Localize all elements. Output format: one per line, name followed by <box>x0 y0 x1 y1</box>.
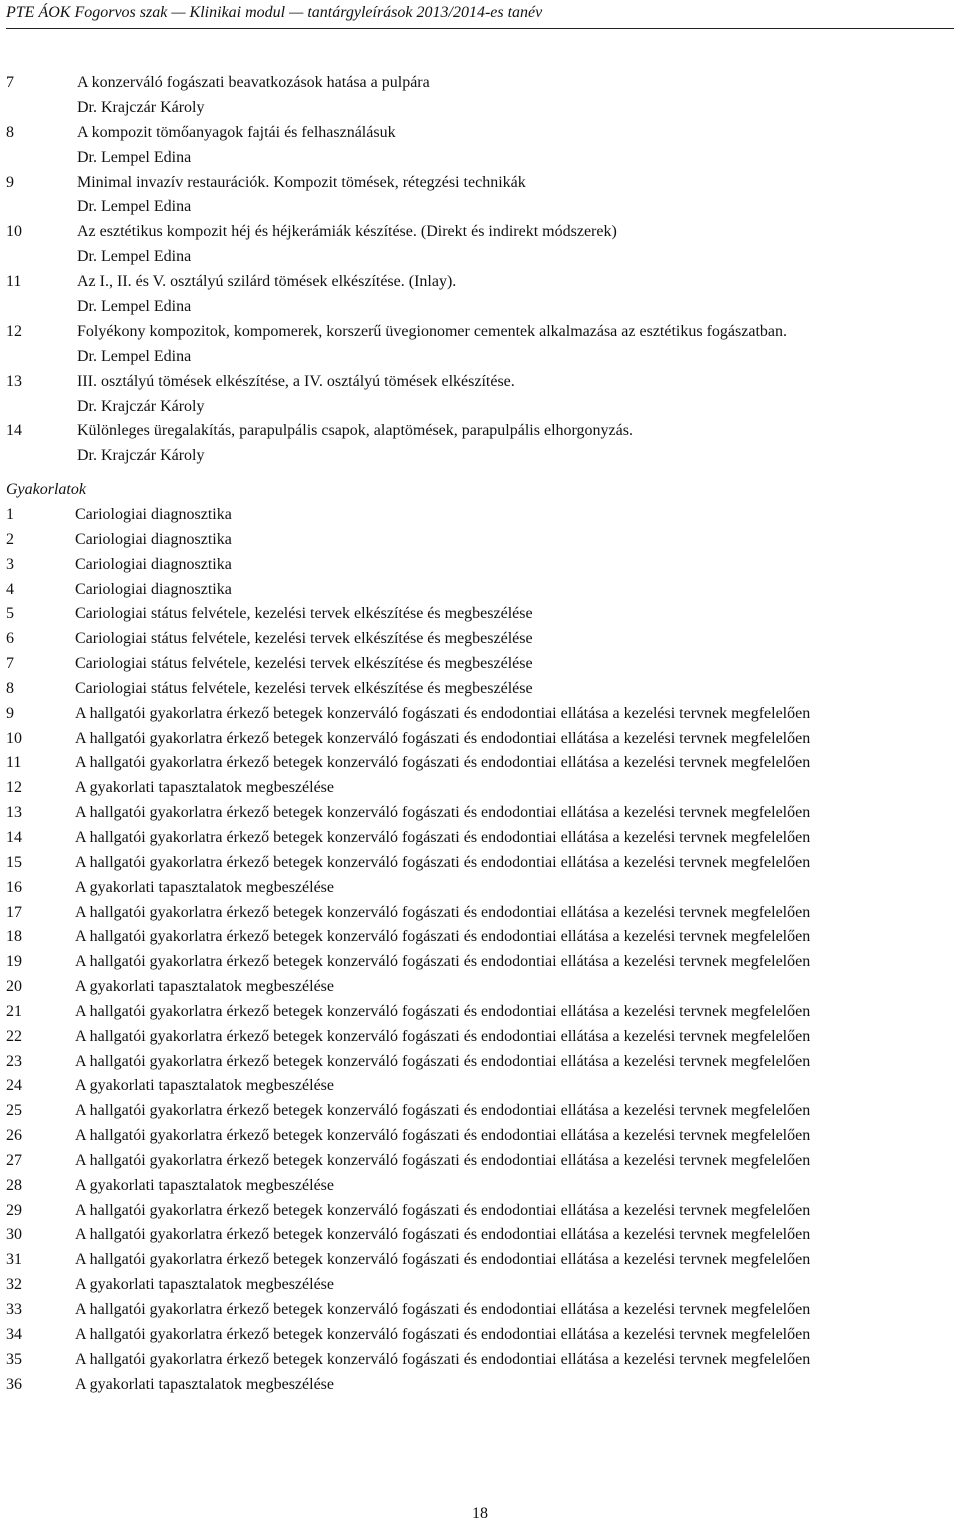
lecture-number: 11 <box>6 273 22 291</box>
lecture-lecturer-row <box>0 245 960 270</box>
practical-row <box>0 553 960 578</box>
practical-text: Cariologiai státus felvétele, kezelési tervek elkészítése és megbeszélése <box>75 679 533 697</box>
lecture-topic-row <box>0 320 960 345</box>
practical-row <box>0 1223 960 1248</box>
practical-text: A gyakorlati tapasztalatok megbeszélése <box>75 1375 335 1393</box>
practical-number: 3 <box>6 555 14 573</box>
practical-row <box>0 901 960 926</box>
practical-text: Cariologiai diagnosztika <box>75 580 232 598</box>
lecture-topic: Minimal invazív restaurációk. Kompozit tömések, rétegzési technikák <box>77 173 526 191</box>
practical-row <box>0 1124 960 1149</box>
practical-number: 35 <box>6 1350 22 1368</box>
lecture-lecturer: Dr. Krajczár Károly <box>77 397 205 415</box>
practical-number: 8 <box>6 679 14 697</box>
practical-number: 6 <box>6 630 14 648</box>
practical-row <box>0 1174 960 1199</box>
lecture-number: 14 <box>6 422 22 440</box>
practical-row <box>0 801 960 826</box>
practical-row <box>0 1074 960 1099</box>
practical-row <box>0 1323 960 1348</box>
practical-text: A hallgatói gyakorlatra érkező betegek konzerváló fogászati és endodontiai ellátása a kezelési tervnek megfelelően <box>75 1151 811 1169</box>
practical-text: Cariologiai státus felvétele, kezelési tervek elkészítése és megbeszélése <box>75 655 533 673</box>
practical-list <box>0 503 960 1397</box>
lecture-topic: III. osztályú tömések elkészítése, a IV. osztályú tömések elkészítése. <box>77 372 515 390</box>
lecture-topic-row <box>0 270 960 295</box>
practical-number: 22 <box>6 1027 22 1045</box>
lecture-topic-row <box>0 121 960 146</box>
practical-row <box>0 1199 960 1224</box>
practical-number: 20 <box>6 978 22 996</box>
practical-text: A hallgatói gyakorlatra érkező betegek konzerváló fogászati és endodontiai ellátása a kezelési tervnek megfelelően <box>75 1002 811 1020</box>
practical-row <box>0 1025 960 1050</box>
practical-row <box>0 528 960 553</box>
lecture-lecturer: Dr. Lempel Edina <box>77 148 192 166</box>
practical-row <box>0 727 960 752</box>
practical-number: 19 <box>6 953 22 971</box>
practical-number: 5 <box>6 605 14 623</box>
practical-text: A hallgatói gyakorlatra érkező betegek konzerváló fogászati és endodontiai ellátása a kezelési tervnek megfelelően <box>75 953 811 971</box>
section-title-practicals: Gyakorlatok <box>6 481 86 498</box>
lecture-topic: Folyékony kompozitok, kompomerek, korszerű üvegionomer cementek alkalmazása az esztétikus fogászatban. <box>77 322 787 340</box>
page-number: 18 <box>472 1505 488 1522</box>
practical-number: 30 <box>6 1226 22 1244</box>
practical-number: 11 <box>6 754 22 772</box>
lecture-lecturer-row <box>0 345 960 370</box>
practical-row <box>0 925 960 950</box>
practical-text: A hallgatói gyakorlatra érkező betegek konzerváló fogászati és endodontiai ellátása a kezelési tervnek megfelelően <box>75 1201 811 1219</box>
lecture-list <box>0 71 960 469</box>
lecture-lecturer-row <box>0 444 960 469</box>
lecture-number: 9 <box>6 173 14 191</box>
lecture-number: 13 <box>6 372 22 390</box>
lecture-lecturer: Dr. Krajczár Károly <box>77 447 205 465</box>
practical-text: A hallgatói gyakorlatra érkező betegek konzerváló fogászati és endodontiai ellátása a kezelési tervnek megfelelően <box>75 928 811 946</box>
practical-row <box>0 1298 960 1323</box>
practical-row <box>0 876 960 901</box>
lecture-lecturer-row <box>0 96 960 121</box>
practical-text: A hallgatói gyakorlatra érkező betegek konzerváló fogászati és endodontiai ellátása a kezelési tervnek megfelelően <box>75 828 811 846</box>
practical-number: 16 <box>6 878 22 896</box>
practical-row <box>0 1000 960 1025</box>
practical-row <box>0 627 960 652</box>
practical-text: A hallgatói gyakorlatra érkező betegek konzerváló fogászati és endodontiai ellátása a kezelési tervnek megfelelően <box>75 704 811 722</box>
lecture-number: 10 <box>6 223 22 241</box>
practical-number: 25 <box>6 1102 22 1120</box>
lecture-topic: A konzerváló fogászati beavatkozások hatása a pulpára <box>77 74 430 91</box>
practical-text: A gyakorlati tapasztalatok megbeszélése <box>75 978 335 996</box>
practical-text: A gyakorlati tapasztalatok megbeszélése <box>75 779 335 797</box>
lecture-topic-row <box>0 370 960 395</box>
practical-text: Cariologiai diagnosztika <box>75 506 232 523</box>
practical-number: 12 <box>6 779 22 797</box>
practical-number: 4 <box>6 580 14 598</box>
practical-number: 2 <box>6 530 14 548</box>
practical-text: A gyakorlati tapasztalatok megbeszélése <box>75 1077 335 1095</box>
lecture-topic: Az esztétikus kompozit héj és héjkerámiák készítése. (Direkt és indirekt módszerek) <box>77 223 617 241</box>
practical-number: 31 <box>6 1251 22 1269</box>
practical-number: 9 <box>6 704 14 722</box>
lecture-number: 7 <box>6 74 14 91</box>
practical-number: 7 <box>6 655 14 673</box>
practical-row <box>0 751 960 776</box>
lecture-lecturer-row <box>0 146 960 171</box>
practical-text: A hallgatói gyakorlatra érkező betegek konzerváló fogászati és endodontiai ellátása a kezelési tervnek megfelelően <box>75 1350 811 1368</box>
practical-number: 26 <box>6 1127 22 1145</box>
practical-number: 18 <box>6 928 22 946</box>
practical-text: A hallgatói gyakorlatra érkező betegek konzerváló fogászati és endodontiai ellátása a kezelési tervnek megfelelően <box>75 1027 811 1045</box>
practical-text: A hallgatói gyakorlatra érkező betegek konzerváló fogászati és endodontiai ellátása a kezelési tervnek megfelelően <box>75 1301 811 1318</box>
practical-text: A hallgatói gyakorlatra érkező betegek konzerváló fogászati és endodontiai ellátása a kezelési tervnek megfelelően <box>75 729 811 747</box>
practical-text: A hallgatói gyakorlatra érkező betegek konzerváló fogászati és endodontiai ellátása a kezelési tervnek megfelelően <box>75 1325 811 1343</box>
lecture-number: 8 <box>6 123 14 141</box>
practical-text: Cariologiai diagnosztika <box>75 530 232 548</box>
lecture-number: 12 <box>6 322 22 340</box>
practical-number: 21 <box>6 1002 22 1020</box>
practical-row <box>0 1248 960 1273</box>
practical-text: A hallgatói gyakorlatra érkező betegek konzerváló fogászati és endodontiai ellátása a kezelési tervnek megfelelően <box>75 1102 811 1120</box>
practical-text: A gyakorlati tapasztalatok megbeszélése <box>75 878 335 896</box>
practical-row <box>0 776 960 801</box>
lecture-lecturer: Dr. Lempel Edina <box>77 198 192 216</box>
practical-number: 23 <box>6 1052 22 1070</box>
practical-number: 34 <box>6 1325 22 1343</box>
lecture-topic-row <box>0 171 960 196</box>
lecture-lecturer-row <box>0 195 960 220</box>
practical-number: 1 <box>6 506 14 523</box>
lecture-topic: A kompozit tömőanyagok fajtái és felhasználásuk <box>77 123 396 141</box>
practical-row <box>0 578 960 603</box>
practical-number: 27 <box>6 1151 22 1169</box>
practical-text: A hallgatói gyakorlatra érkező betegek konzerváló fogászati és endodontiai ellátása a kezelési tervnek megfelelően <box>75 853 811 871</box>
practical-row <box>0 677 960 702</box>
lecture-topic: Az I., II. és V. osztályú szilárd tömések elkészítése. (Inlay). <box>77 273 457 291</box>
practical-row <box>0 826 960 851</box>
practical-number: 24 <box>6 1077 22 1095</box>
page-header: PTE ÁOK Fogorvos szak — Klinikai modul — tantárgyleírások 2013/2014-es tanév <box>6 2 954 29</box>
practical-row <box>0 1149 960 1174</box>
practical-text: A hallgatói gyakorlatra érkező betegek konzerváló fogászati és endodontiai ellátása a kezelési tervnek megfelelően <box>75 903 811 921</box>
lecture-lecturer: Dr. Lempel Edina <box>77 248 192 266</box>
lecture-topic-row <box>0 419 960 444</box>
lecture-topic: Különleges üregalakítás, parapulpális csapok, alaptömések, parapulpális elhorgonyzás. <box>77 422 633 440</box>
practical-number: 14 <box>6 828 22 846</box>
practical-number: 13 <box>6 804 22 822</box>
practical-row <box>0 851 960 876</box>
practical-text: A hallgatói gyakorlatra érkező betegek konzerváló fogászati és endodontiai ellátása a kezelési tervnek megfelelően <box>75 1127 811 1145</box>
lecture-lecturer-row <box>0 295 960 320</box>
practical-text: A hallgatói gyakorlatra érkező betegek konzerváló fogászati és endodontiai ellátása a kezelési tervnek megfelelően <box>75 1251 811 1269</box>
practical-text: A gyakorlati tapasztalatok megbeszélése <box>75 1176 335 1194</box>
practical-row <box>0 1099 960 1124</box>
practical-number: 29 <box>6 1201 22 1219</box>
practical-number: 33 <box>6 1301 22 1318</box>
practical-text: A hallgatói gyakorlatra érkező betegek konzerváló fogászati és endodontiai ellátása a kezelési tervnek megfelelően <box>75 1052 811 1070</box>
lecture-topic-row <box>0 220 960 245</box>
practical-row <box>0 1373 960 1398</box>
practical-number: 17 <box>6 903 22 921</box>
practical-row <box>0 602 960 627</box>
practical-text: Cariologiai státus felvétele, kezelési tervek elkészítése és megbeszélése <box>75 605 533 623</box>
practical-row <box>0 950 960 975</box>
practical-row <box>0 1348 960 1373</box>
practical-row <box>0 503 960 528</box>
practical-row <box>0 1273 960 1298</box>
lecture-lecturer-row <box>0 395 960 420</box>
practical-text: A gyakorlati tapasztalatok megbeszélése <box>75 1276 335 1294</box>
practical-text: A hallgatói gyakorlatra érkező betegek konzerváló fogászati és endodontiai ellátása a kezelési tervnek megfelelően <box>75 1226 811 1244</box>
practical-row <box>0 975 960 1000</box>
practical-row <box>0 702 960 727</box>
lecture-topic-row <box>0 71 960 96</box>
lecture-lecturer: Dr. Lempel Edina <box>77 298 192 316</box>
practical-number: 32 <box>6 1276 22 1294</box>
practical-text: A hallgatói gyakorlatra érkező betegek konzerváló fogászati és endodontiai ellátása a kezelési tervnek megfelelően <box>75 754 811 772</box>
practical-text: A hallgatói gyakorlatra érkező betegek konzerváló fogászati és endodontiai ellátása a kezelési tervnek megfelelően <box>75 804 811 822</box>
practical-row <box>0 652 960 677</box>
lecture-lecturer: Dr. Krajczár Károly <box>77 98 205 116</box>
practical-number: 36 <box>6 1375 22 1393</box>
lecture-lecturer: Dr. Lempel Edina <box>77 347 192 365</box>
practical-number: 10 <box>6 729 22 747</box>
practical-number: 28 <box>6 1176 22 1194</box>
practical-row <box>0 1050 960 1075</box>
practical-number: 15 <box>6 853 22 871</box>
practical-text: Cariologiai státus felvétele, kezelési tervek elkészítése és megbeszélése <box>75 630 533 648</box>
practical-text: Cariologiai diagnosztika <box>75 555 232 573</box>
